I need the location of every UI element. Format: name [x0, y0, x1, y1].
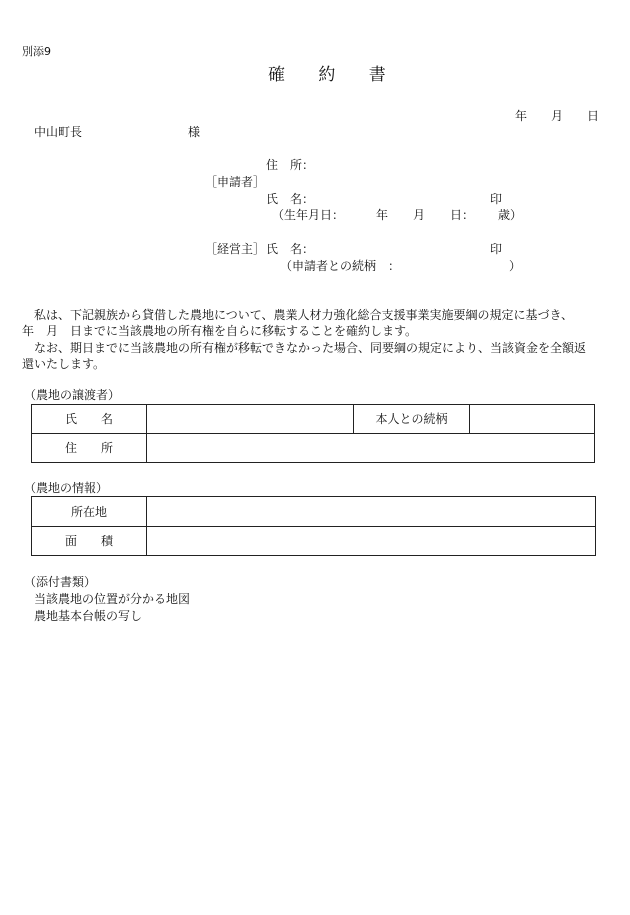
date-line: 年 月 日 — [515, 109, 600, 123]
applicant-seal: 印 — [490, 192, 503, 206]
manager-relation-close: ） — [509, 259, 522, 273]
applicant-address-label: 住 所： — [266, 158, 315, 172]
form-number: 別添9 — [22, 45, 51, 58]
body-line-3: なお、期日までに当該農地の所有権が移転できなかった場合、同要綱の規定により、当該資金を全額返 — [22, 341, 587, 355]
manager-group-label: ［経営主］ — [205, 242, 266, 256]
body-line-1: 私は、下記親族から貸借した農地について、農業人材力強化総合支援事業実施要綱の規定に基づき、 — [22, 308, 574, 322]
transferor-address-label: 住 所 — [32, 434, 147, 463]
honorific: 様 — [188, 125, 201, 139]
land-info-heading: （農地の情報） — [24, 481, 109, 495]
applicant-birth-label: （生年月日： — [272, 208, 345, 222]
attachments-heading: （添付書類） — [24, 575, 97, 589]
transferor-relation-value[interactable] — [470, 405, 595, 434]
transferor-heading: （農地の譲渡者） — [24, 388, 121, 402]
applicant-birth-month: 月 — [413, 208, 426, 222]
addressee: 中山町長 — [34, 125, 83, 139]
transferor-table — [31, 404, 595, 463]
attachment-item: 当該農地の位置が分かる地図 — [34, 592, 191, 606]
applicant-birth-year: 年 — [376, 208, 389, 222]
applicant-name-label: 氏 名： — [266, 192, 315, 206]
land-info-table — [31, 496, 596, 556]
land-location-value[interactable] — [147, 497, 596, 527]
manager-seal: 印 — [490, 242, 503, 256]
land-area-label: 面 積 — [32, 527, 147, 556]
document-title: 確 約 書 — [268, 65, 400, 85]
manager-name-label: 氏 名： — [266, 242, 315, 256]
land-area-value[interactable] — [147, 527, 596, 556]
manager-relation-label: （申請者との続柄 ： — [280, 259, 401, 273]
transferor-name-value[interactable] — [147, 405, 354, 434]
transferor-address-value[interactable] — [147, 434, 595, 463]
attachment-item: 農地基本台帳の写し — [34, 609, 143, 623]
transferor-relation-label: 本人との続柄 — [354, 405, 470, 434]
applicant-age: 歳） — [498, 208, 523, 222]
body-line-4: 還いたします。 — [22, 357, 106, 371]
land-location-label: 所在地 — [32, 497, 147, 527]
applicant-birth-day: 日： — [450, 208, 475, 222]
transferor-name-label: 氏 名 — [32, 405, 147, 434]
body-line-2: 年 月 日までに当該農地の所有権を自らに移転することを確約します。 — [22, 324, 418, 338]
applicant-group-label: ［申請者］ — [205, 175, 266, 189]
